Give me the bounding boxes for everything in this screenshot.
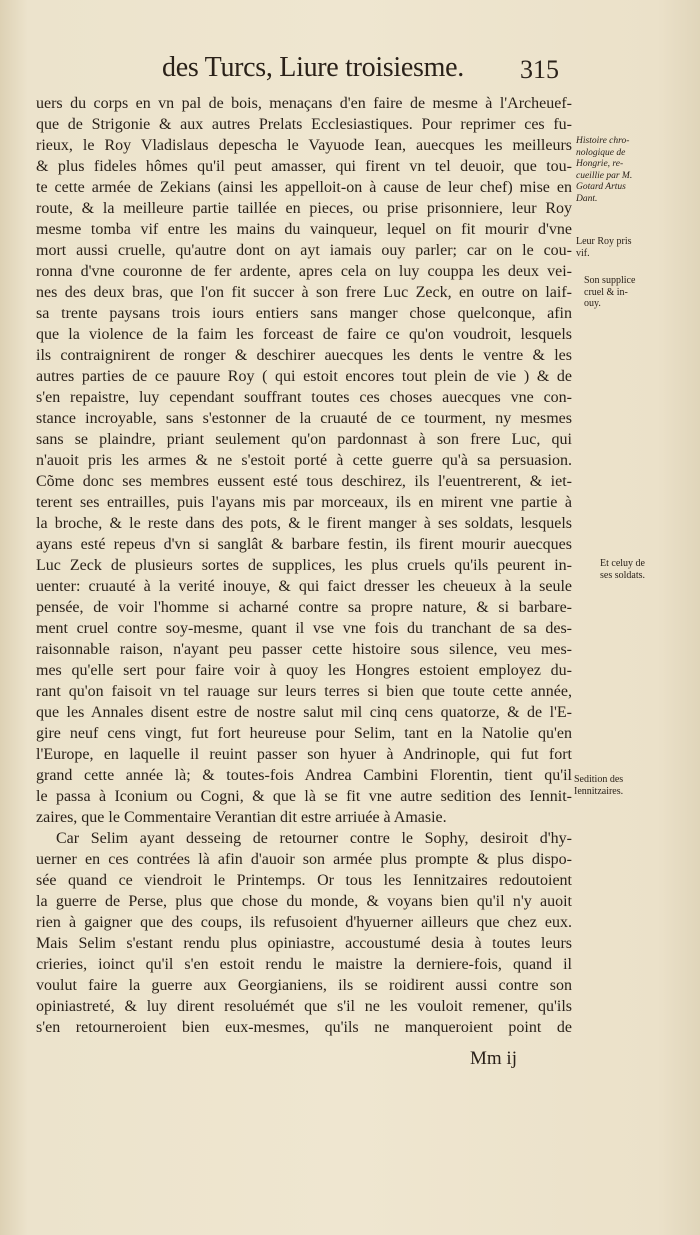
margin-note-supplice [584,275,700,310]
text-line: rien à gaigner que des coups, ils refusoient d'hyuerner ailleurs que chez eux. [36,914,572,931]
text-line: ment cruel contre soy-mesme, quant il vse vne fois du tranchant de sa des- [36,620,572,637]
margin-note-histoire [576,136,694,205]
text-line: rieux, le Roy Vladislaus depescha le Vayuode Iean, auecques les meilleurs [36,137,572,154]
text-line: sée quand ce viendroit le Printemps. Or tous les Iennitzaires redoutoient [36,872,572,889]
text-line: la guerre de Perse, plus que chose du monde, & voyans bien qu'il n'y auoit [36,893,572,910]
margin-note-line: vif. [576,247,590,259]
text-line: la broche, & le reste dans des pots, & le firent manger à ses soldats, lesquels [36,515,572,532]
margin-note-line: Son supplice [584,275,636,286]
text-line: gire neuf cens vingt, fut fort heureuse pour Selim, tant en la Natolie qu'en [36,725,572,742]
text-line: crieries, ioinct qu'il s'en estoit rendu le maistre la derniere-fois, quand il [36,956,572,973]
text-line: que les Annales disent estre de nostre salut mil cinq cens quatorze, & de l'E- [36,704,572,721]
text-line: rant qu'on faisoit vn tel rauage sur leurs terres si bien que toute cette année, [36,683,572,700]
text-line: zaires, que le Commentaire Verantian dit estre arriuée à Amasie. [36,809,447,826]
text-line: uers du corps en vn pal de bois, menaçans d'en faire de mesme à l'Archeuef- [36,95,572,112]
text-line: opiniastreté, & luy dirent resoluémét que s'il ne les vouloit remener, qu'ils [36,998,572,1015]
running-header-title: des Turcs, Liure troisiesme. [162,52,464,83]
text-line: mes qu'elle sert pour faire voir à quoy les Hongres estoient employez du- [36,662,572,679]
page-number: 315 [520,55,559,84]
text-line: voulut faire la guerre aux Georgianiens, ils se roidirent aussi contre son [36,977,572,994]
margin-note-sedition [574,774,692,797]
margin-note-line: cruel & in- [584,286,628,298]
text-line: mort aussi cruelle, qu'autre dont on ayt iamais ouy parler; car on le cou- [36,242,572,259]
margin-note-line: cueillie par M. [576,170,633,181]
text-line: nes des deux bras, que l'on fit succer à son frere Luc Zeck, en outre on laif- [36,284,572,301]
signature-mark: Mm ij [470,1048,517,1069]
text-line: te cette armée de Zekians (ainsi les appelloit-on à cause de leur chef) mise en [36,179,572,196]
text-line: ayans esté repeus d'vn si sanglât & barbare festin, ils firent mourir auecques [36,536,572,553]
text-line: mesme tomba vif entre les mains du vainqueur, lequel on fit mourir d'vne [36,221,572,238]
margin-note-line: Leur Roy pris [576,236,632,247]
margin-note-line: ses soldats. [600,569,645,581]
margin-note-line: Gotard Artus [576,182,626,192]
text-line: s'en repaistre, luy cependant souffrant toutes ces choses auecques vne con- [36,389,572,406]
text-line: le passa à Iconium ou Cogni, & que là se fit vne autre sedition des Iennit- [36,788,572,805]
text-line: Car Selim ayant desseing de retourner contre le Sophy, desiroit d'hy- [56,830,572,847]
text-line: sa trente paysans trois iours entiers sans manger chose quelconque, afin [36,305,572,322]
margin-note-line: Sedition des [574,774,624,785]
text-line: grand cette année là; & toutes-fois Andrea Cambini Florentin, tient qu'il [36,767,572,784]
margin-note-line: Et celuy de [600,558,645,569]
text-line: Cõme donc ses membres eussent esté tous deschirez, ils l'euentrerent, & iet- [36,473,572,490]
text-line: Luc Zeck de plusieurs sortes de supplices, les plus cruels qu'ils peurent in- [36,557,572,574]
text-line: ils contraignirent de ronger & deschirer auecques les dents le ventre & les [36,347,572,364]
text-line: Mais Selim s'estant rendu plus opiniastre, accoustumé desia à toutes leurs [36,935,572,952]
margin-note-soldats [600,558,700,581]
text-line: terent ses entrailles, puis l'ayans mis par morceaux, ils en mirent vne partie à [36,494,572,511]
margin-note-line: nologique de [576,147,626,158]
text-line: uerner en ces contrées là afin d'auoir son armée plus prompte & plus dispo- [36,851,572,868]
text-line: pensée, de voir l'homme si acharné contre sa propre nature, & si barbare- [36,599,572,616]
text-line: s'en retourneroient bien eux-mesmes, qu'ils ne manqueroient point de [36,1019,572,1036]
text-line: ronna d'vne couronne de fer ardente, apres cela on luy couppa les deux vei- [36,263,572,280]
text-line: l'Europe, en laquelle il reuint passer son hyuer à Andrinople, qui fut fort [36,746,572,763]
main-text-block [36,93,572,1038]
text-line: sans se plaindre, priant seulement qu'on pardonnast à son frere Luc, qui [36,431,572,448]
text-line: & plus fideles hômes qu'il peut amasser, qui firent vn tel deuoir, que tou- [36,158,572,175]
text-line: autres parties de ce pauure Roy ( qui estoit encores tout plein de vie ) & de [36,368,572,385]
text-line: n'auoit pris les armes & ne s'estoit porté à cette guerre qu'à sa persuasion. [36,452,572,469]
text-line: uenter: cruauté à la verité inouye, & qui faict dresser les cheueux à la seule [36,578,572,595]
margin-note-line: Dant. [576,193,598,204]
text-line: que de Strigonie & aux autres Prelats Ecclesiastiques. Pour reprimer ces fu- [36,116,572,133]
margin-note-line: Iennitzaires. [574,785,624,797]
margin-note-line: Histoire chro- [576,136,630,146]
text-line: route, & la meilleure partie taillée en pieces, ou prise prisonniere, leur Roy [36,200,572,217]
text-line: stance incroyable, sans s'estonner de la cruauté de ce tourment, ny mesmes [36,410,572,427]
margin-note-line: ouy. [584,298,601,309]
margin-note-line: Hongrie, re- [576,159,624,169]
margin-note-roy-pris [576,236,694,259]
text-line: raisonnable raison, n'ayant peu passer cette histoire sous silence, veu mes- [36,641,572,658]
text-line: que la violence de la faim les forceast de faire ce qu'on voudroit, lesquels [36,326,572,343]
